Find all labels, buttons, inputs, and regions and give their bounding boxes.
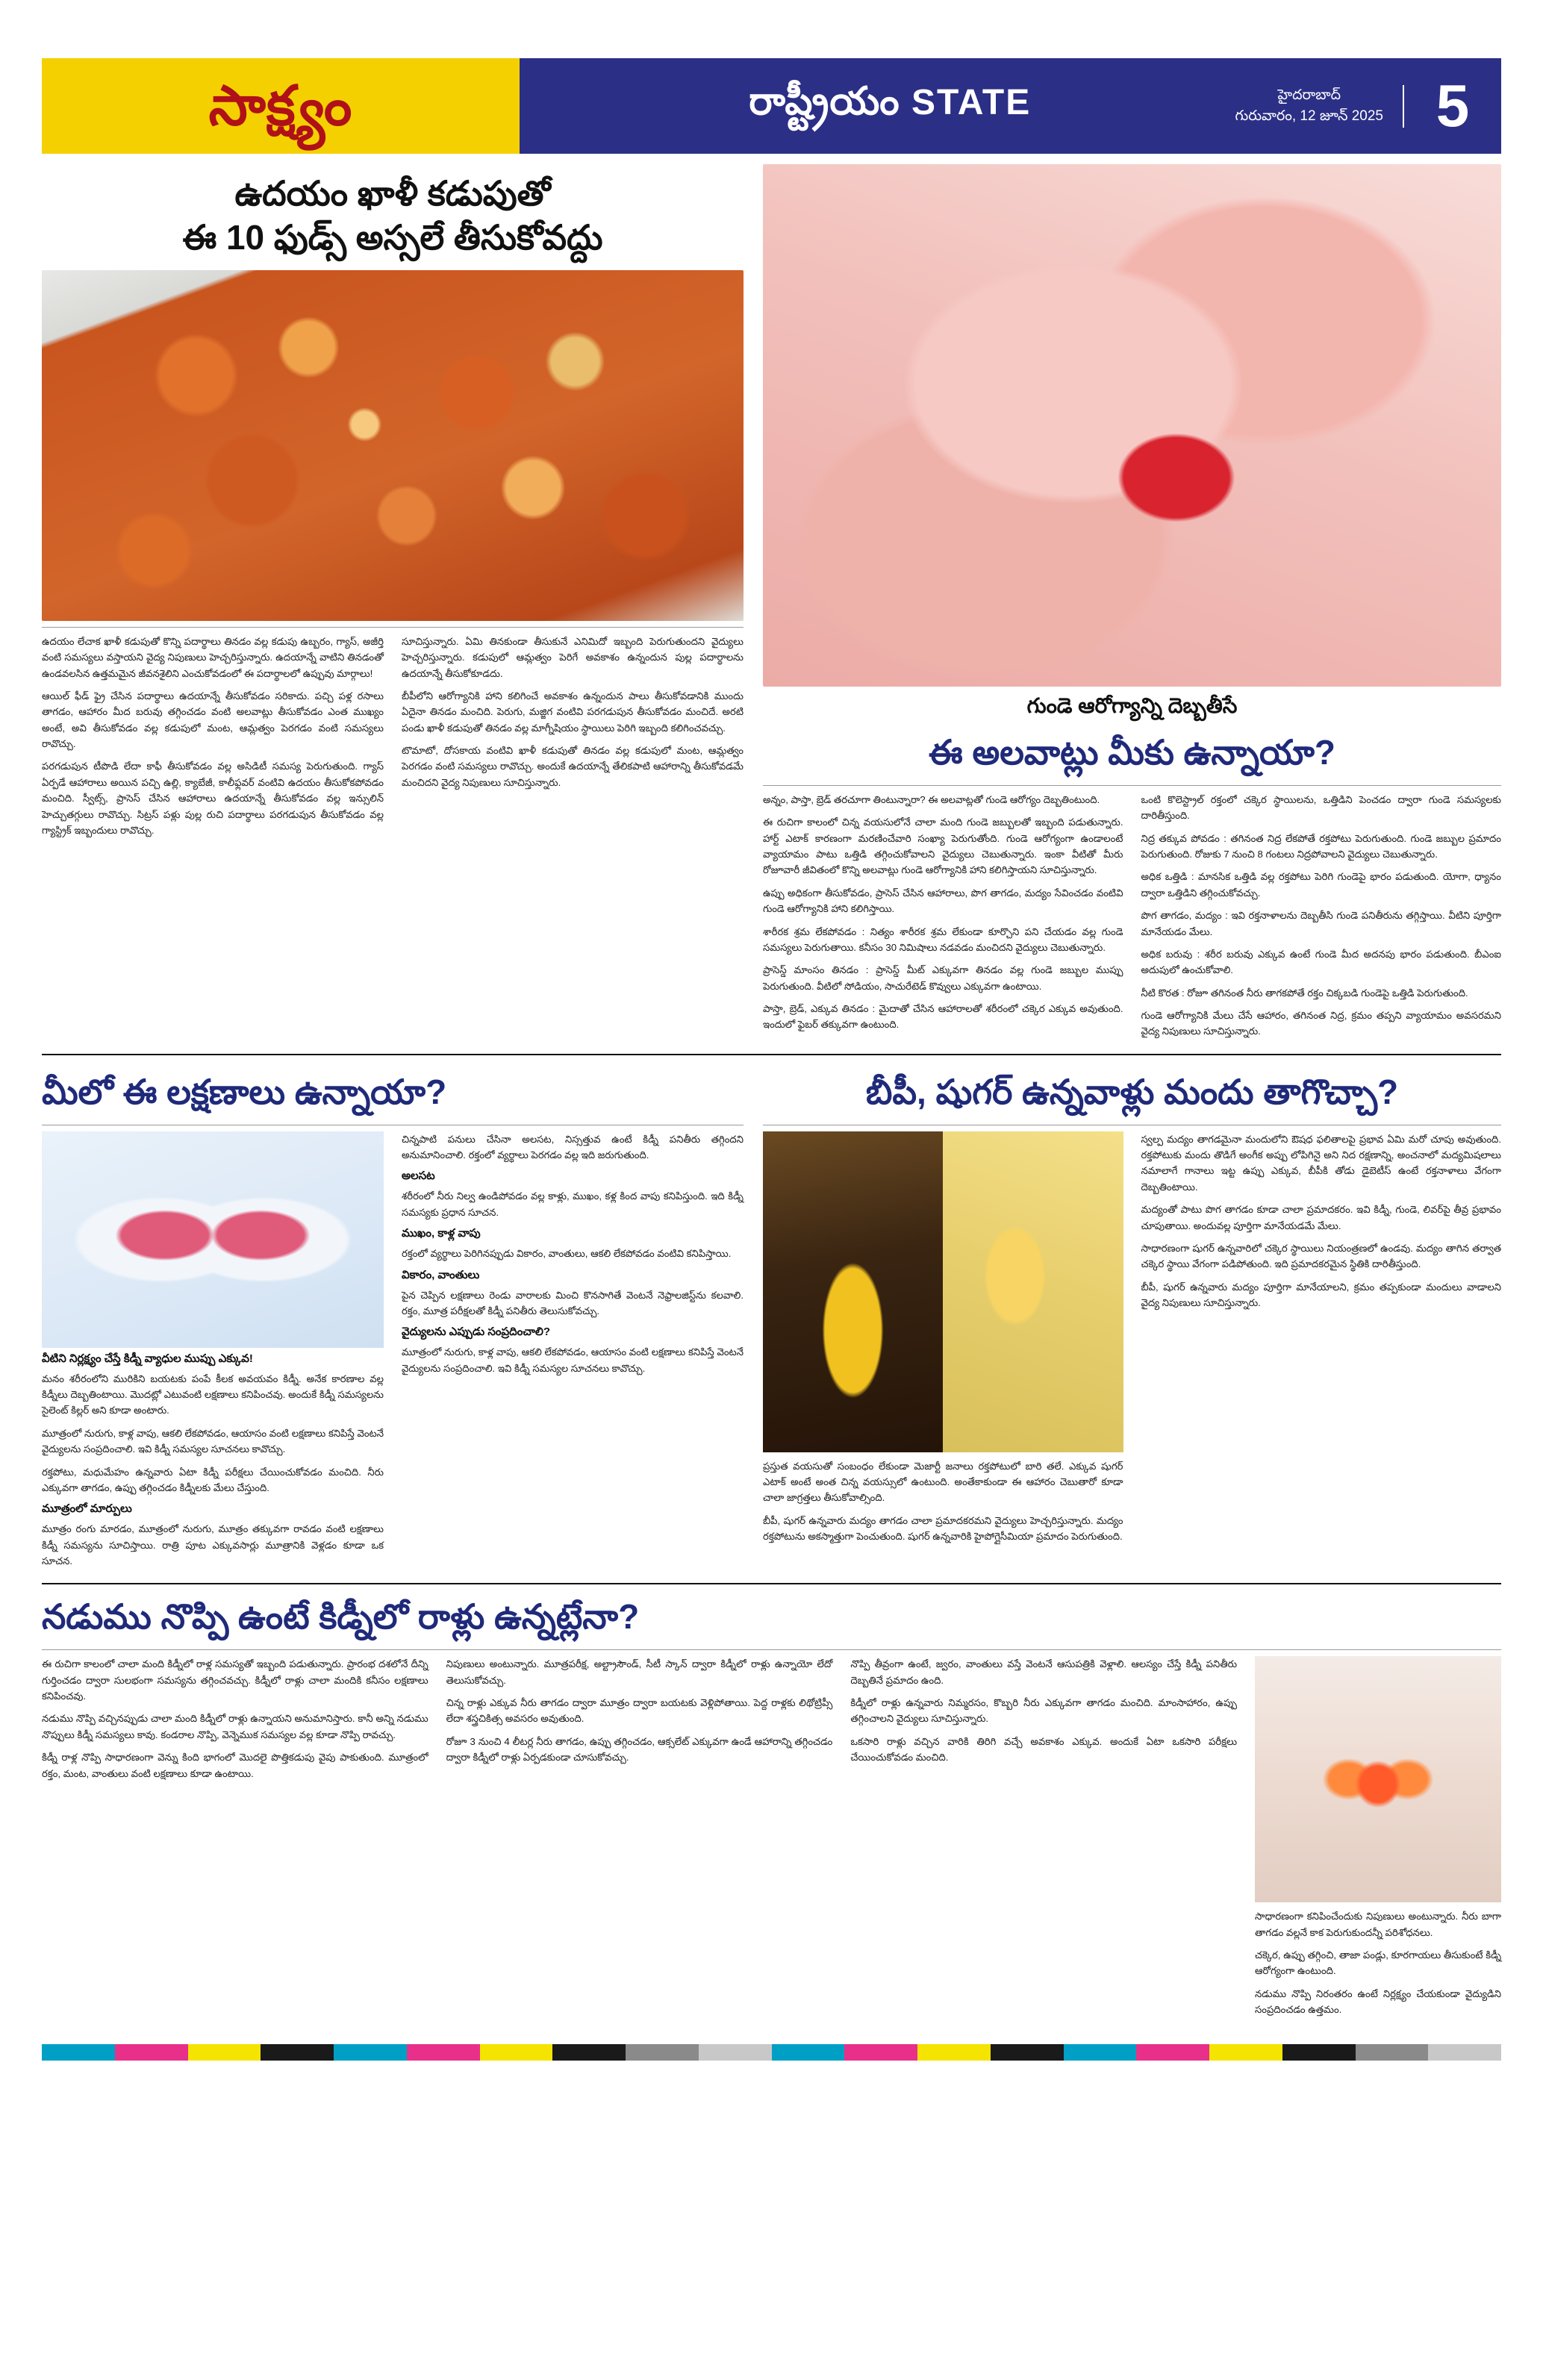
paragraph: రక్తపోటు, మధుమేహం ఉన్నవారు ఏటా కిడ్నీ పరీక్షలు చేయించుకోవడం మంచిది. నీరు ఎక్కువగా తాగడం, ఉప్పు తగ్గించడం కిడ్నీలకు మేలు చేస్తుంది. (42, 1466, 384, 1493)
story-food-col2 (402, 634, 744, 846)
registration-swatch (1356, 2044, 1429, 2061)
paragraph: పాస్తా, బ్రెడ్, ఎక్కువ తినడం : మైదాతో చేసిన ఆహారాలతో శరీరంలో చక్కెర ఎక్కువ అవుతుంది. ఇందులో ఫైబర్ తక్కువగా ఉంటుంది. (763, 1003, 1123, 1031)
story-bp-col2 (1141, 1131, 1502, 1552)
story-stones-col1 (42, 1656, 428, 2024)
story-heart-headline: ఈ అలవాట్లు మీకు ఉన్నాయా? (928, 733, 1336, 772)
paragraph: ఈ రుచిగా కాలంలో చిన్న వయసులోనే చాలా మంది గుండె జబ్బులతో ఇబ్బంది పడుతున్నారు. హార్ట్ ఎటాక్ కారణంగా మరణించేవారి సంఖ్యా పెరుగుతోంది. గుండె ఆరోగ్యంగా ఉండాలంటే వ్యాయామం పాటు ఒత్తిడి తగ్గించుకోవాలని వైద్యులు చెబుతున్నారు. ఇంకా వీటితో మీరు రోజూవారీ జీవితంలో కొన్ని అలవాట్లు గుండె ఆరోగ్యానికి హాని కలిగిస్తాయని సూచిస్తున్నారు. (763, 816, 1123, 876)
paragraph: కిడ్నీ రాళ్ల నొప్పి సాధారణంగా వెన్ను కింది భాగంలో మొదలై పొత్తికడుపు వైపు పాకుతుంది. మూత్రంలో రక్తం, మంట, వాంతులు వంటి లక్షణాలు కూడా ఉంటాయి. (42, 1752, 428, 1779)
paragraph: మద్యంతో పాటు పొగ తాగడం కూడా చాలా ప్రమాదకరం. ఇవి కిడ్నీ, గుండె, లివర్‌పై తీవ్ర ప్రభావం చూపుతాయి. అందువల్ల పూర్తిగా మానేయడమే మేలు. (1141, 1204, 1501, 1231)
registration-swatch (261, 2044, 334, 2061)
masthead-city: హైదరాబాద్ (1277, 87, 1341, 103)
divider (42, 1054, 1501, 1055)
subhead-when-to-consult: వైద్యులను ఎప్పుడు సంప్రదించాలి? (402, 1325, 551, 1339)
paragraph: మూత్రం రంగు మారడం, మూత్రంలో నురుగు, మూత్రం తక్కువగా రావడం వంటి లక్షణాలు కిడ్నీ సమస్యను సూచిస్తాయి. రాత్రి పూట ఎక్కువసార్లు మూత్రానికి వెళ్లడం కూడా ఒక సూచన. (42, 1523, 384, 1567)
paragraph: అధిక బరువు : శరీర బరువు ఎక్కువ ఉంటే గుండె మీద అదనపు భారం పడుతుంది. బీఎంఐ అదుపులో ఉంచుకోవాలి. (1141, 948, 1501, 976)
paragraph: నడుము నొప్పి వచ్చినప్పుడు చాలా మంది కిడ్నీలో రాళ్లు ఉన్నాయని అనుమానిస్తారు. కానీ అన్ని నడుము నొప్పులు కిడ్నీ సమస్యలు కావు. కండరాల నొప్పి, వెన్నెముక సమస్యల వల్ల కూడా నొప్పి రావచ్చు. (42, 1713, 428, 1740)
registration-swatch (991, 2044, 1064, 2061)
registration-swatch (844, 2044, 917, 2061)
divider (42, 627, 744, 628)
masthead (42, 58, 1501, 154)
paragraph: అన్నం, పాస్తా, బ్రెడ్ తరచూగా తింటున్నారా? ఈ అలవాట్లతో గుండె ఆరోగ్యం దెబ్బతింటుంది. (763, 793, 1100, 805)
masthead-bar (520, 58, 1501, 154)
registration-swatch (699, 2044, 772, 2061)
story-kidney-headline: మీలో ఈ లక్షణాలు ఉన్నాయా? (42, 1072, 447, 1111)
story-stones-headline: నడుము నొప్పి ఉంటే కిడ్నీలో రాళ్లు ఉన్నట్లేనా? (42, 1597, 640, 1637)
divider (42, 1649, 1501, 1650)
story-stones-col2 (446, 1656, 833, 2024)
story-heart-col1 (763, 792, 1123, 1046)
color-registration-bar (42, 2044, 1501, 2061)
registration-swatch (1282, 2044, 1356, 2061)
paragraph: నడుము నొప్పి నిరంతరం ఉంటే నిర్లక్ష్యం చేయకుండా వైద్యుడిని సంప్రదించడం ఉత్తమం. (1255, 1987, 1502, 2016)
section-title-te: రాష్ట్రీయం (749, 79, 900, 123)
hands-holding-heart-photo (763, 164, 1501, 687)
registration-swatch (115, 2044, 188, 2061)
paragraph: టొమాటో, దోసకాయ వంటివి ఖాళీ కడుపుతో తినడం వల్ల కడుపులో మంట, ఆమ్లత్వం పెరగడం వంటి సమస్యలు రావొచ్చు. అందుకే ఉదయాన్నే తేలికపాటి ఆహారాన్ని తీసుకోవడమే మంచిదని వైద్య నిపుణులు సూచిస్తున్నారు. (402, 745, 744, 788)
paragraph: చక్కెర, ఉప్పు తగ్గించి, తాజా పండ్లు, కూరగాయలు తీసుకుంటే కిడ్నీ ఆరోగ్యంగా ఉంటుంది. (1255, 1949, 1502, 1977)
registration-swatch (772, 2044, 845, 2061)
story-food-headline-line2: ఈ 10 ఫుడ్స్ అస్సలే తీసుకోవద్దు (182, 217, 603, 257)
paragraph: అధిక ఒత్తిడి : మానసిక ఒత్తిడి వల్ల రక్తపోటు పెరిగి గుండెపై భారం పడుతుంది. యోగా, ధ్యానం ద్వారా ఒత్తిడిని తగ్గించుకోవచ్చు. (1141, 871, 1501, 899)
registration-swatch (1428, 2044, 1501, 2061)
paragraph: మూత్రంలో నురుగు, కాళ్ల వాపు, ఆకలి లేకపోవడం, ఆయాసం వంటి లక్షణాలు కనిపిస్తే వెంటనే వైద్యులను సంప్రదించాలి. ఇవి కిడ్నీ సమస్యల సూచనలు కావొచ్చు. (42, 1427, 384, 1455)
story-kidney-sub1: మూత్రంలో మార్పులు (42, 1502, 132, 1516)
masthead-logo-text: సాక్ష్యం (208, 75, 353, 137)
paragraph: శారీరక శ్రమ లేకపోవడం : నిత్యం శారీరక శ్రమ లేకుండా కూర్చొని పని చేయడం వల్ల గుండె సమస్యలు పెరుగుతాయి. కనీసం 30 నిమిషాలు నడవడం మంచిదని వైద్యులు చెబుతున్నారు. (763, 925, 1123, 953)
registration-swatch (334, 2044, 407, 2061)
paragraph: చిన్న రాళ్లు ఎక్కువ నీరు తాగడం ద్వారా మూత్రం ద్వారా బయటకు వెళ్లిపోతాయి. పెద్ద రాళ్లకు లిథోట్రిప్సీ లేదా శస్త్రచికిత్స అవసరం అవుతుంది. (446, 1697, 833, 1725)
kidney-xray-illustration-photo (42, 1131, 384, 1348)
kidney-glow-hands-photo (1255, 1656, 1501, 1902)
divider (42, 1583, 1501, 1584)
paragraph: నిపుణులు అంటున్నారు. మూత్రపరీక్ష, అల్ట్రాసౌండ్, సీటీ స్కాన్ ద్వారా కిడ్నీలో రాళ్లు ఉన్నాయో లేదో తెలుసుకోవచ్చు. (446, 1658, 833, 1686)
paragraph: పైన చెప్పిన లక్షణాలు రెండు వారాలకు మించి కొనసాగితే వెంటనే నెఫ్రాలజిస్ట్‌ను కలవాలి. రక్తం, మూత్ర పరీక్షలతో కిడ్నీ పనితీరు తెలుసుకోవచ్చు. (402, 1289, 744, 1317)
page-number: 5 (1436, 72, 1470, 139)
divider (763, 785, 1501, 786)
registration-swatch (188, 2044, 261, 2061)
story-food (42, 164, 744, 1046)
story-bp-headline: బీపీ, షుగర్ ఉన్నవాళ్లు మందు తాగొచ్చా? (865, 1072, 1399, 1111)
paragraph: నీటి కొరత : రోజూ తగినంత నీరు తాగకపోతే రక్తం చిక్కబడి గుండెపై ఒత్తిడి పెరుగుతుంది. (1141, 987, 1468, 999)
paragraph: నొప్పి తీవ్రంగా ఉంటే, జ్వరం, వాంతులు వస్తే వెంటనే ఆసుపత్రికి వెళ్లాలి. ఆలస్యం చేస్తే కిడ్నీ పనితీరు దెబ్బతినే ప్రమాదం ఉంది. (850, 1658, 1238, 1686)
paragraph: రక్తంలో వ్యర్థాలు పెరిగినప్పుడు వికారం, వాంతులు, ఆకలి లేకపోవడం వంటివి కనిపిస్తాయి. (402, 1248, 732, 1260)
paragraph: గుండె ఆరోగ్యానికి మేలు చేసే ఆహారం, తగినంత నిద్ర, క్రమం తప్పని వ్యాయామం అవసరమని వైద్య నిపుణులు సూచిస్తున్నారు. (1141, 1010, 1501, 1037)
masthead-date: గురువారం, 12 జూన్ 2025 (1235, 108, 1383, 124)
story-kidney-col2 (402, 1131, 744, 1576)
paragraph: ఒకసారి రాళ్లు వచ్చిన వారికి తిరిగి వచ్చే అవకాశం ఎక్కువ. అందుకే ఏటా ఒకసారి పరీక్షలు చేయించుకోవడం మంచిది. (850, 1735, 1238, 1764)
paragraph: సాధారణంగా కనిపించేందుకు నిపుణులు అంటున్నారు. నీరు బాగా తాగడం వల్లనే కాక పెరుగుకుందన్నీ పరిశోధనలు. (1255, 1911, 1502, 1938)
registration-swatch (42, 2044, 115, 2061)
paragraph: ఒంటి కొలెస్ట్రాల్ రక్తంలో చక్కెర స్థాయిలను, ఒత్తిడిని పెంచడం ద్వారా గుండె సమస్యలకు దారితీస్తుంది. (1141, 793, 1501, 822)
story-stones-col3 (850, 1656, 1237, 2024)
section-title (520, 79, 1216, 134)
subhead-nausea: వికారం, వాంతులు (402, 1268, 480, 1281)
beer-pouring-and-glucose-test-photo (763, 1131, 1123, 1452)
story-kidney-col1 (42, 1131, 384, 1576)
story-kidney-lead: వీటిని నిర్లక్ష్యం చేస్తే కిడ్నీ వ్యాధుల ముప్పు ఎక్కువ! (42, 1352, 253, 1365)
spicy-curry-bowl-photo (42, 270, 744, 621)
registration-swatch (917, 2044, 991, 2061)
story-food-headline-line1: ఉదయం ఖాళీ కడుపుతో (234, 174, 551, 213)
paragraph: బీపీ, షుగర్ ఉన్నవారు మద్యం తాగడం చాలా ప్రమాదకరమని వైద్యులు హెచ్చరిస్తున్నారు. మద్యం రక్తపోటును అకస్మాత్తుగా పెంచుతుంది. షుగర్ ఉన్నవారికి హైపోగ్లైసీమియా ప్రమాదం పెరుగుతుంది. (763, 1514, 1123, 1543)
masthead-logo (42, 58, 520, 154)
paragraph: సూచిస్తున్నారు. ఏమి తినకుండా తీసుకునే ఎనిమిదో ఇబ్బంది పెరుగుతుందని వైద్యులు హెచ్చరిస్తున్నారు. కడుపులో ఆమ్లత్వం పెరిగే అవకాశం ఉన్నందున పుల్ల పదార్థాలను ఉదయాన్నే తీసుకోకూడదు. (402, 635, 744, 679)
story-heart (763, 164, 1501, 1046)
story-bp-sugar (763, 1063, 1501, 1576)
paragraph: స్వల్ప మద్యం తాగడమైనా మందులోని ఔషధ ఫలితాలపై ప్రభావ ఏమి మరో చూపు అవుతుంది. రక్తపోటుకు మందు తొడిగే అంగీక అప్పు లోపిగినై అని నిద రక్షణాన్ని, అంచనాలో మద్యమిషలాలు నమాలాగే గానాలు ఇట్ట ఉప్పు ఎక్కువ, బీపీకి తోడు డైబెటీస్ ఉంటే రక్తనాళాలు వేగంగా దెబ్బతింటాయి. (1141, 1133, 1501, 1193)
paragraph: పొగ తాగడం, మద్యం : ఇవి రక్తనాళాలను దెబ్బతీసి గుండె పనితీరును తగ్గిస్తాయి. వీటిని పూర్తిగా మానేయడం మేలు. (1141, 910, 1501, 937)
subhead-swelling: ముఖం, కాళ్ల వాపు (402, 1227, 481, 1240)
story-heart-kicker: గుండె ఆరోగ్యాన్ని దెబ్బతీసే (1026, 694, 1238, 717)
story-heart-col2 (1141, 792, 1502, 1046)
paragraph: మూత్రంలో నురుగు, కాళ్ల వాపు, ఆకలి లేకపోవడం, ఆయాసం వంటి లక్షణాలు కనిపిస్తే వెంటనే వైద్యులను సంప్రదించాలి. ఇవి కిడ్నీ సమస్యల సూచనలు కావొచ్చు. (402, 1346, 744, 1374)
paragraph: సాధారణంగా షుగర్ ఉన్నవారిలో చక్కెర స్థాయిలు నియంత్రణలో ఉండవు. మద్యం తాగిన తర్వాత చక్కెర స్థాయి వేగంగా పడిపోతుంది. ఇది ప్రమాదకరమైన స్థితికి దారితీస్తుంది. (1141, 1242, 1501, 1270)
paragraph: మనం శరీరంలోని మురికిని బయటకు పంపే కీలక అవయవం కిడ్నీ. అనేక కారణాల వల్ల కిడ్నీలు దెబ్బతింటాయి. మొదట్లో ఎటువంటి లక్షణాలు కనిపించవు. అందుకే కిడ్నీ సమస్యలను సైలెంట్ కిల్లర్ అని కూడా అంటారు. (42, 1372, 384, 1417)
masthead-dateblock (1216, 85, 1404, 128)
registration-swatch (407, 2044, 480, 2061)
subhead-alasata: అలసట (402, 1169, 435, 1183)
registration-swatch (1209, 2044, 1282, 2061)
mid-zone (42, 1063, 1501, 1576)
story-kidney-symptoms (42, 1063, 744, 1576)
story-food-headline (42, 172, 744, 260)
paragraph: శరీరంలో నీరు నిల్వ ఉండిపోవడం వల్ల కాళ్లు, ముఖం, కళ్ల కింద వాపు కనిపిస్తుంది. ఇది కిడ్నీ సమస్యకు ప్రధాన సూచన. (402, 1190, 744, 1218)
registration-swatch (626, 2044, 699, 2061)
registration-swatch (1064, 2044, 1137, 2061)
paragraph: ఆయిల్ ఫీడ్ ఫ్రై చేసిన పదార్థాలు ఉదయాన్నే తీసుకోవడం సరికాదు. పచ్చి పళ్ల రసాలు తాగడం, ఆహారం మీద బరువు తగ్గించడం వంటి అలవాట్లు తీసుకోవడం ఎంత ముఖ్యం అంటే, అవి తీసుకోవడం వల్ల కడుపులో మంట, ఆమ్లత్వం పెరగడం వంటి సమస్యలు రావొచ్చు. (42, 690, 384, 749)
top-zone (42, 164, 1501, 1046)
paragraph: ఉప్పు అధికంగా తీసుకోవడం, ప్రాసెస్ చేసిన ఆహారాలు, పొగ తాగడం, మద్యం సేవించడం వంటివి గుండె ఆరోగ్యానికి హాని కలిగిస్తాయి. (763, 887, 1123, 915)
registration-swatch (1136, 2044, 1209, 2061)
registration-swatch (552, 2044, 626, 2061)
story-stones-photo-col (1255, 1656, 1501, 2024)
paragraph: కిడ్నీలో రాళ్లు ఉన్నవారు నిమ్మరసం, కొబ్బరి నీరు ఎక్కువగా తాగడం మంచిది. మాంసాహారం, ఉప్పు తగ్గించాలని వైద్యులు సూచిస్తున్నారు. (850, 1697, 1238, 1725)
paragraph: ఉదయం లేచాక ఖాళీ కడుపుతో కొన్ని పదార్థాలు తినడం వల్ల కడుపు ఉబ్బరం, గ్యాస్, అజీర్తి వంటి సమస్యలు వస్తాయని వైద్య నిపుణులు హెచ్చరిస్తున్నారు. ఉదయాన్నే వాటిని తినడంతో ఉండవలసిన ఉత్తమమైన జీవనశైలిని ఎంచుకోవడంలో ఈ పదార్థాలలో ఉప్పువు మార్గాలు! (42, 635, 384, 679)
paragraph: ప్రస్తుత వయసుతో సంబంధం లేకుండా మెజార్టీ జనాలు రక్తపోటులో బారి తలే. ఎక్కువ షుగర్ ఎటాక్ అంటే అంత చిన్న వయస్సులో ఉంటుంది. అంతేకాకుండా ఈ ఆహారం చెబుతారో కూడా చాలా జాగ్రత్తలు తీసుకోవాల్సింది. (763, 1460, 1123, 1504)
story-kidney-stones (42, 1595, 1501, 2024)
section-title-en: STATE (911, 82, 1032, 122)
paragraph: బీపీ, షుగర్ ఉన్నవారు మద్యం పూర్తిగా మానేయాలని, క్రమం తప్పకుండా మందులు వాడాలని వైద్య నిపుణులు సూచిస్తున్నారు. (1141, 1281, 1501, 1308)
paragraph: చిన్నపాటి పనులు చేసినా అలసట, నిస్సత్తువ ఉంటే కిడ్నీ పనితీరు తగ్గిందని అనుమానించాలి. రక్తంలో వ్యర్థాలు పెరగడం వల్ల ఇది జరుగుతుంది. (402, 1133, 744, 1161)
story-food-col1 (42, 634, 384, 846)
paragraph: రోజూ 3 నుంచి 4 లీటర్ల నీరు తాగడం, ఉప్పు తగ్గించడం, ఆక్సలేట్ ఎక్కువగా ఉండే ఆహారాన్ని తగ్గించడం ద్వారా కిడ్నీలో రాళ్లు ఏర్పడకుండా చూసుకోవచ్చు. (446, 1735, 833, 1764)
paragraph: ఈ రుచిగా కాలంలో చాలా మంది కిడ్నీలో రాళ్ల సమస్యతో ఇబ్బంది పడుతున్నారు. ప్రారంభ దశలోనే దీన్ని గుర్తించడం ద్వారా సులభంగా సమస్యను తగ్గించవచ్చు. కిడ్నీలో రాళ్లు చాలా మందికి కనీసం లక్షణాలు కనిపించవు. (42, 1658, 428, 1702)
paragraph: ప్రాసెస్డ్ మాంసం తినడం : ప్రాసెస్డ్ మీట్ ఎక్కువగా తినడం వల్ల గుండె జబ్బుల ముప్పు పెరుగుతుంది. వీటిలో సోడియం, సాచురేటెడ్ కొవ్వులు ఎక్కువగా ఉంటాయి. (763, 964, 1123, 992)
registration-swatch (480, 2044, 553, 2061)
paragraph: నిద్ర తక్కువ పోవడం : తగినంత నిద్ర లేకపోతే రక్తపోటు పెరుగుతుంది. గుండె జబ్బుల ప్రమాదం పెరుగుతుంది. రోజుకు 7 నుంచి 8 గంటలు నిద్రపోవాలని వైద్యులు చెబుతున్నారు. (1141, 832, 1501, 860)
story-bp-col1 (763, 1131, 1123, 1552)
paragraph: పరగడుపున టీపొడి లేదా కాఫీ తీసుకోవడం వల్ల అసిడిటీ సమస్య పెరుగుతుంది. గ్యాస్ ఏర్పడే ఆహారాలు అయిన పచ్చి ఉల్లి, క్యాబేజీ, కాలీఫ్లవర్ వంటివి ఉదయం తీసుకోకపోవడం మంచిది. స్వీట్స్, ప్రాసెస్ చేసిన ఆహారాలు ఉదయాన్నే తీసుకోవడం వల్ల ఇన్సులిన్ హెచ్చుతగ్గులు రావొచ్చు. సిట్రస్ పళ్లు పుల్ల రుచి పదార్థాలు పరగడుపున తీసుకోవడం వల్ల గ్యాస్ట్రిక్ ఇబ్బందులు రావొచ్చు. (42, 760, 384, 836)
paragraph: బీపీలోని ఆరోగ్యానికి హాని కలిగించే అవకాశం ఉన్నందున పాలు తీసుకోవడానికి ముందు ఏదైనా తినడం మంచిది. పెరుగు, మజ్జిగ వంటివి పరగడుపున తీసుకోవడం మంచిదే. అరటి పండు ఖాళీ కడుపుతో తినడం వల్ల మాగ్నీషియం స్థాయిలు పెరిగి ఇబ్బంది కలిగించవచ్చు. (402, 690, 744, 734)
